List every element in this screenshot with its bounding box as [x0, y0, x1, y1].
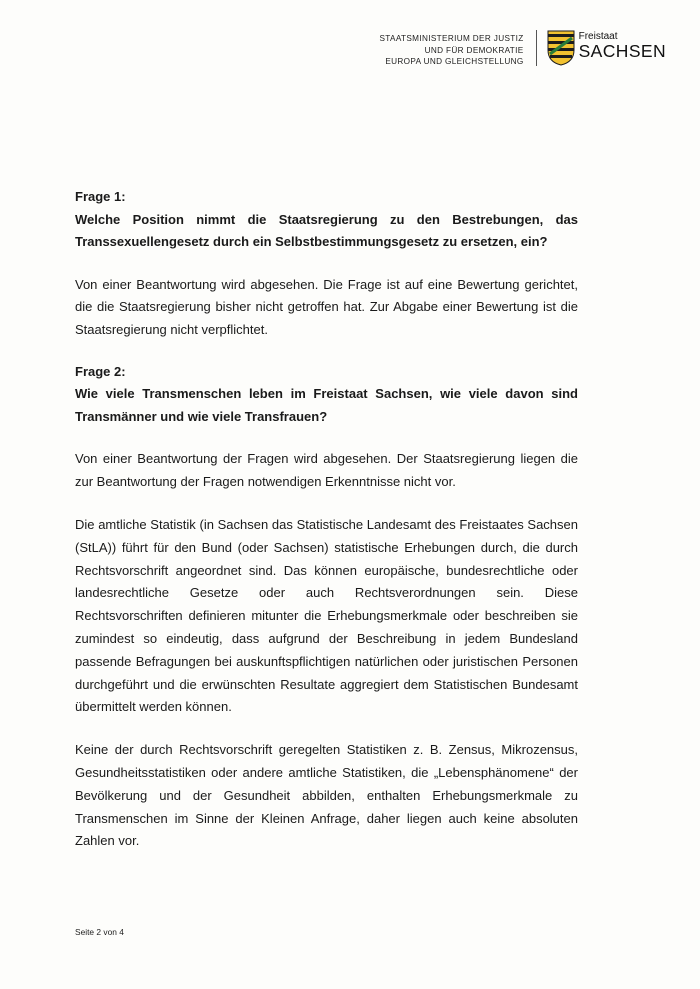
- answer-paragraph: Die amtliche Statistik (in Sachsen das Statistische Landesamt des Freistaates Sachsen (StLA)) führt für den Bund (oder Sachsen) statistische Erhebungen durch, die durch Rechtsvorschrift angeordnet sind. Das können europäische, bundesrechtliche oder landesrechtliche Gesetze oder auch Rechtsverordnungen sein. Diese Rechtsvorschriften definieren mitunter die Erhebungsmerkmale oder beschreiben sie zumindest so eindeutig, dass aufgrund der Beschreibung in jedem Bundesland passende Befragungen bei auskunftspflichtigen natürlichen oder juristischen Personen durchgeführt und die erwünschten Resultate aggregiert dem Statistischen Bundesamt übermittelt werden können.: [75, 516, 578, 715]
- question-label: Frage 1:: [75, 189, 126, 204]
- brand-wordmark: Freistaat SACHSEN: [578, 31, 666, 61]
- document-body: [75, 186, 578, 853]
- header-divider: [536, 30, 537, 66]
- question-text: Wie viele Transmenschen leben im Freistaat Sachsen, wie viele davon sind Transmänner und wie viele Transfrauen?: [75, 386, 578, 424]
- ministry-name: STAATSMINISTERIUM DER JUSTIZ UND FÜR DEMOKRATIE EUROPA UND GLEICHSTELLUNG: [379, 34, 524, 66]
- question-text: Welche Position nimmt die Staatsregierung zu den Bestrebungen, das Transsexuellengesetz durch ein Selbstbestimmungsgesetz zu ersetzen, ein?: [75, 211, 578, 249]
- page-number: Seite 2 von 4: [75, 927, 124, 937]
- letterhead: [379, 30, 666, 68]
- question-label: Frage 2:: [75, 363, 126, 379]
- question-2: [75, 361, 578, 429]
- answer-paragraph: Von einer Beantwortung wird abgesehen. Die Frage ist auf eine Bewertung gerichtet, die die Staatsregierung bisher nicht getroffen hat. Zur Abgabe einer Bewertung ist die Staatsregierung nicht verpflichtet.: [75, 276, 578, 338]
- saxony-crest-icon: [547, 30, 575, 66]
- answer-paragraph: Von einer Beantwortung der Fragen wird abgesehen. Der Staatsregierung liegen die zur Beantwortung der Fragen notwendigen Erkenntnisse nicht vor.: [75, 451, 578, 490]
- question-1: [75, 186, 578, 254]
- answer-paragraph: Keine der durch Rechtsvorschrift geregelten Statistiken z. B. Zensus, Mikrozensus, Gesundheitsstatistiken oder andere amtliche Statistiken, die „Lebensphänomene“ der Bevölkerung und der Gesundheit abbilden, enthalten Erhebungsmerkmale zu Transmenschen im Sinne der Kleinen Anfrage, daher liegen auch keine absoluten Zahlen vor.: [75, 742, 578, 849]
